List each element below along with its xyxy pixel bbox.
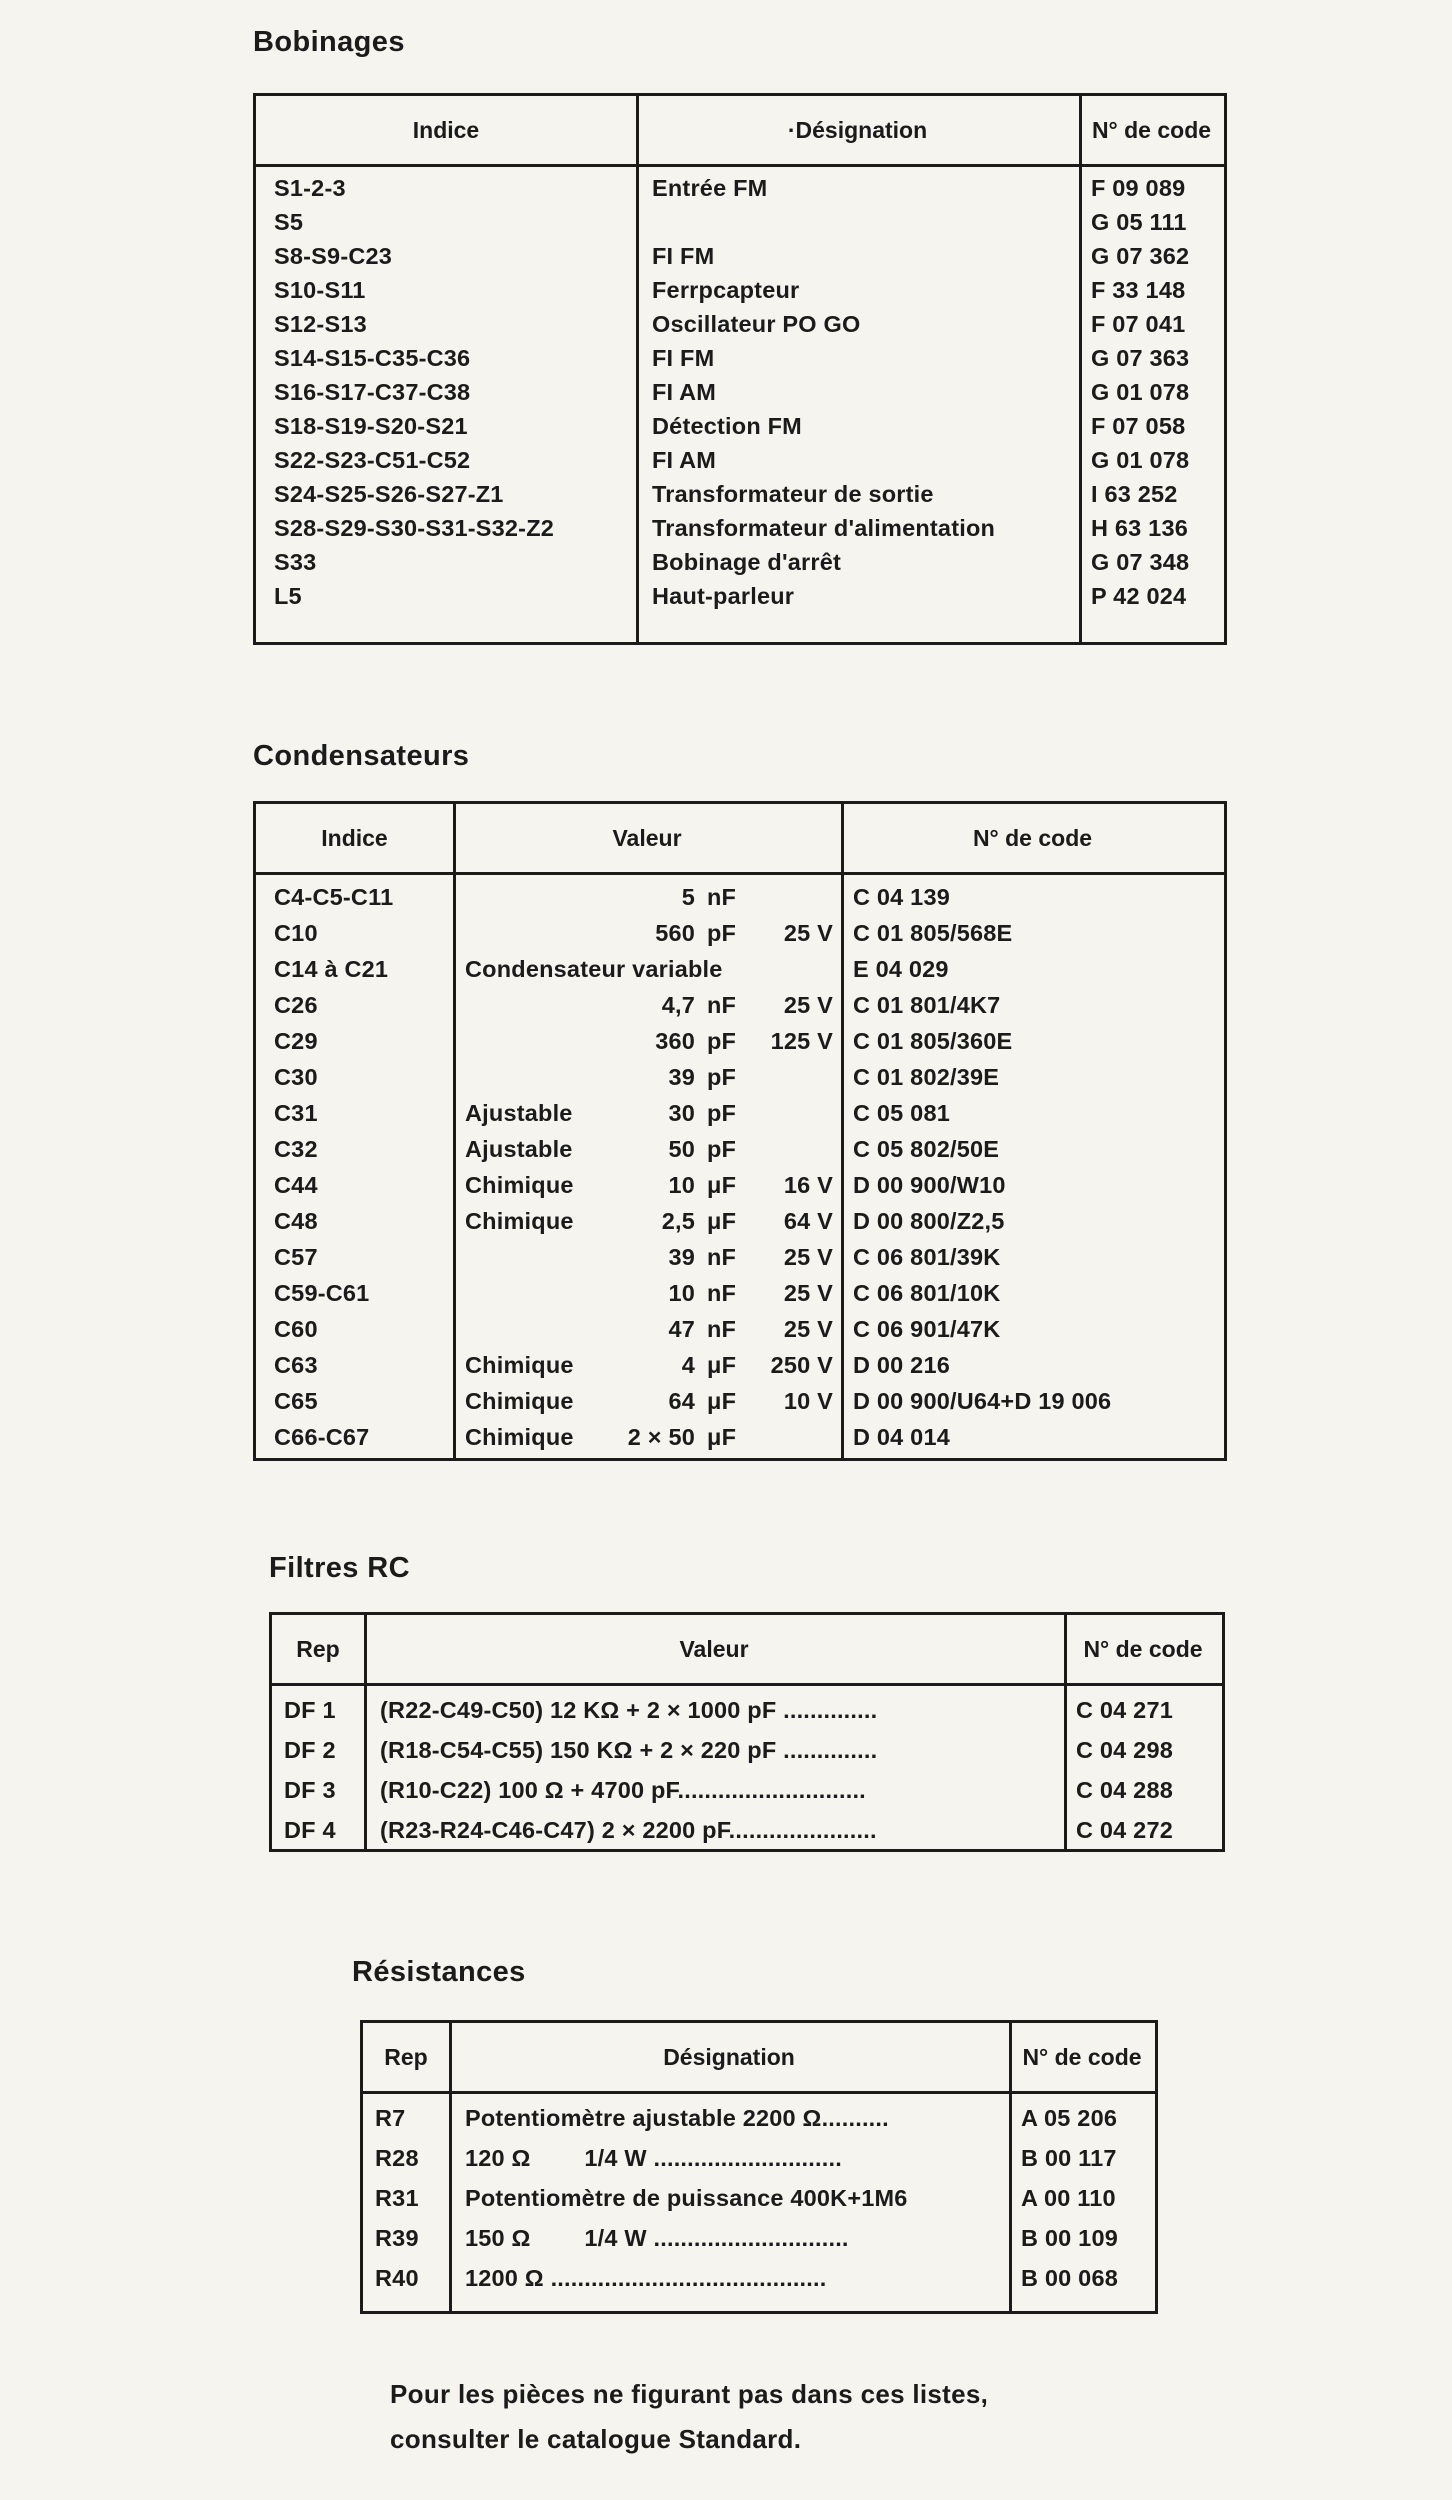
cell-code: C 01 802/39E xyxy=(853,1063,1000,1090)
header-valeur: Valeur xyxy=(612,824,682,851)
cell-code: H 63 136 xyxy=(1091,514,1188,541)
cell-designation: Détection FM xyxy=(652,412,802,439)
cell-indice: S14-S15-C35-C36 xyxy=(274,344,471,371)
valeur-voltage: 16 V xyxy=(783,1171,833,1198)
bobinages-heading: Bobinages xyxy=(253,26,405,58)
valeur-number: 4,7 xyxy=(661,991,695,1018)
cell-indice: C14 à C21 xyxy=(274,955,389,982)
cell-rep: R31 xyxy=(375,2184,419,2211)
valeur-voltage: 10 V xyxy=(783,1387,833,1414)
cell-code: C 01 805/568E xyxy=(853,919,1013,946)
cell-valeur xyxy=(453,1316,841,1343)
header-indice: Indice xyxy=(321,824,388,851)
valeur-type: Chimique xyxy=(465,1351,574,1378)
cell-indice: C26 xyxy=(274,991,318,1018)
valeur-number: 47 xyxy=(668,1315,695,1342)
cell-indice: C4-C5-C11 xyxy=(274,883,394,910)
cell-designation: FI AM xyxy=(652,378,717,405)
cell-indice: S22-S23-C51-C52 xyxy=(274,446,471,473)
cell-code: C 06 901/47K xyxy=(853,1315,1001,1342)
cell-rep: DF 2 xyxy=(284,1736,336,1763)
valeur-number: 10 xyxy=(668,1279,695,1306)
table-header-row xyxy=(272,1615,1222,1683)
cell-valeur xyxy=(453,1352,841,1379)
cell-valeur xyxy=(453,1100,841,1127)
header-valeur: Valeur xyxy=(679,1635,749,1662)
valeur-unit: μF xyxy=(707,1351,737,1378)
cell-code: D 00 216 xyxy=(853,1351,950,1378)
table-row xyxy=(256,1347,1224,1383)
column-divider xyxy=(1009,2023,1012,2311)
table-row xyxy=(256,987,1224,1023)
valeur-voltage: 125 V xyxy=(770,1027,833,1054)
valeur-unit: pF xyxy=(707,1027,737,1054)
column-divider xyxy=(636,96,639,642)
filtres-heading: Filtres RC xyxy=(269,1552,410,1584)
cell-code: A 05 206 xyxy=(1021,2104,1118,2131)
cell-designation: 150 Ω 1/4 W ............................. xyxy=(465,2224,849,2251)
cell-indice: C31 xyxy=(274,1099,318,1126)
cell-designation: Potentiomètre ajustable 2200 Ω.......... xyxy=(465,2104,889,2131)
cell-code: B 00 117 xyxy=(1021,2144,1117,2171)
table-row xyxy=(272,1730,1222,1770)
cell-valeur: (R10-C22) 100 Ω + 4700 pF............................ xyxy=(380,1776,866,1803)
valeur-unit: nF xyxy=(707,1243,737,1270)
cell-valeur: (R22-C49-C50) 12 KΩ + 2 × 1000 pF .............. xyxy=(380,1696,878,1723)
cell-rep: R40 xyxy=(375,2264,419,2291)
cell-designation: 1200 Ω ......................................... xyxy=(465,2264,827,2291)
valeur-type: Ajustable xyxy=(465,1099,573,1126)
header-designation: Désignation xyxy=(663,2043,795,2070)
cell-code: D 00 800/Z2,5 xyxy=(853,1207,1005,1234)
valeur-type: Chimique xyxy=(465,1387,574,1414)
cell-code: A 00 110 xyxy=(1021,2184,1116,2211)
cell-code: I 63 252 xyxy=(1091,480,1178,507)
table-header-row xyxy=(363,2023,1155,2091)
valeur-voltage: 25 V xyxy=(783,1315,833,1342)
cell-valeur xyxy=(453,1172,841,1199)
cell-valeur xyxy=(453,1424,841,1451)
valeur-number: 64 xyxy=(668,1387,695,1414)
footer-note xyxy=(390,2372,988,2462)
table-row xyxy=(272,1690,1222,1730)
table-row xyxy=(256,1131,1224,1167)
cell-designation: Bobinage d'arrêt xyxy=(652,548,841,575)
cell-designation: Transformateur de sortie xyxy=(652,480,934,507)
table-row xyxy=(363,2258,1155,2298)
cell-code: C 05 802/50E xyxy=(853,1135,1000,1162)
cell-rep: R28 xyxy=(375,2144,419,2171)
cell-indice: S16-S17-C37-C38 xyxy=(274,378,471,405)
table-row xyxy=(272,1810,1222,1850)
cell-designation: Ferrpcapteur xyxy=(652,276,800,303)
table-row xyxy=(256,1311,1224,1347)
cell-valeur xyxy=(453,920,841,947)
cell-indice: S10-S11 xyxy=(274,276,366,303)
valeur-voltage: 25 V xyxy=(783,1279,833,1306)
table-row xyxy=(256,1203,1224,1239)
table-row xyxy=(256,951,1224,987)
condensateurs-table xyxy=(253,801,1227,1461)
cell-indice: C57 xyxy=(274,1243,318,1270)
footer-line1: Pour les pièces ne figurant pas dans ces listes, xyxy=(390,2379,989,2409)
cell-code: C 04 139 xyxy=(853,883,950,910)
valeur-number: 360 xyxy=(655,1027,695,1054)
valeur-number: 560 xyxy=(655,919,695,946)
column-divider xyxy=(364,1615,367,1849)
column-divider xyxy=(1079,96,1082,642)
cell-valeur xyxy=(453,1388,841,1415)
valeur-unit: μF xyxy=(707,1423,737,1450)
table-row xyxy=(363,2138,1155,2178)
cell-code: B 00 109 xyxy=(1021,2224,1118,2251)
cell-indice: C48 xyxy=(274,1207,318,1234)
valeur-unit: μF xyxy=(707,1171,737,1198)
cell-indice: S8-S9-C23 xyxy=(274,242,393,269)
table-row xyxy=(272,1770,1222,1810)
filtres-table xyxy=(269,1612,1225,1852)
header-rep: Rep xyxy=(296,1635,340,1662)
table-row xyxy=(256,1095,1224,1131)
cell-code: G 07 363 xyxy=(1091,344,1190,371)
valeur-unit: nF xyxy=(707,1279,737,1306)
valeur-voltage: 25 V xyxy=(783,991,833,1018)
cell-code: C 06 801/10K xyxy=(853,1279,1001,1306)
cell-indice: C32 xyxy=(274,1135,318,1162)
table-row xyxy=(256,915,1224,951)
valeur-number: 4 xyxy=(681,1351,695,1378)
header-divider xyxy=(256,164,1224,167)
valeur-number: 2 × 50 xyxy=(627,1423,695,1450)
header-divider xyxy=(363,2091,1155,2094)
valeur-type: Condensateur variable xyxy=(465,955,723,982)
valeur-number: 39 xyxy=(668,1063,695,1090)
cell-valeur xyxy=(453,1136,841,1163)
valeur-type: Chimique xyxy=(465,1171,574,1198)
table-row xyxy=(256,1023,1224,1059)
valeur-unit: nF xyxy=(707,883,737,910)
cell-valeur xyxy=(453,992,841,1019)
column-divider xyxy=(449,2023,452,2311)
resistances-heading: Résistances xyxy=(352,1956,526,1988)
cell-indice: S33 xyxy=(274,548,317,575)
cell-designation: 120 Ω 1/4 W ............................ xyxy=(465,2144,842,2171)
valeur-type: Ajustable xyxy=(465,1135,573,1162)
cell-code: E 04 029 xyxy=(853,955,949,982)
valeur-number: 2,5 xyxy=(661,1207,695,1234)
cell-code: F 09 089 xyxy=(1091,174,1186,201)
column-divider xyxy=(453,804,456,1458)
valeur-unit: nF xyxy=(707,1315,737,1342)
header-designation: ·Désignation xyxy=(787,116,928,143)
header-rep: Rep xyxy=(384,2043,428,2070)
cell-rep: R39 xyxy=(375,2224,419,2251)
valeur-number: 50 xyxy=(668,1135,695,1162)
cell-rep: DF 3 xyxy=(284,1776,336,1803)
column-divider xyxy=(1064,1615,1067,1849)
cell-indice: L5 xyxy=(274,582,302,609)
cell-code: D 00 900/W10 xyxy=(853,1171,1006,1198)
valeur-type: Chimique xyxy=(465,1423,574,1450)
cell-indice: S12-S13 xyxy=(274,310,367,337)
cell-valeur: (R23-R24-C46-C47) 2 × 2200 pF...................... xyxy=(380,1816,877,1843)
cell-indice: S18-S19-S20-S21 xyxy=(274,412,468,439)
header-code: N° de code xyxy=(1083,1635,1203,1662)
header-code: N° de code xyxy=(1091,116,1212,143)
valeur-voltage: 25 V xyxy=(783,919,833,946)
valeur-unit: pF xyxy=(707,919,737,946)
table-body xyxy=(363,2094,1155,2298)
table-row xyxy=(256,1419,1224,1455)
bobinages-table xyxy=(253,93,1227,645)
table-row xyxy=(256,879,1224,915)
valeur-unit: pF xyxy=(707,1099,737,1126)
table-row xyxy=(256,1239,1224,1275)
condensateurs-heading: Condensateurs xyxy=(253,740,470,772)
table-row xyxy=(256,1167,1224,1203)
footer-line2: consulter le catalogue Standard. xyxy=(390,2424,802,2454)
cell-rep: DF 1 xyxy=(284,1696,336,1723)
valeur-number: 5 xyxy=(681,883,695,910)
cell-code: G 01 078 xyxy=(1091,378,1190,405)
cell-code: G 07 362 xyxy=(1091,242,1190,269)
cell-rep: R7 xyxy=(375,2104,406,2131)
valeur-unit: μF xyxy=(707,1207,737,1234)
cell-indice: C65 xyxy=(274,1387,318,1414)
cell-designation: FI FM xyxy=(652,242,715,269)
cell-designation: Haut-parleur xyxy=(652,582,795,609)
valeur-unit: pF xyxy=(707,1063,737,1090)
cell-designation: FI AM xyxy=(652,446,717,473)
cell-designation: Transformateur d'alimentation xyxy=(652,514,996,541)
cell-code: G 01 078 xyxy=(1091,446,1190,473)
resistances-table xyxy=(360,2020,1158,2314)
header-code: N° de code xyxy=(1022,2043,1142,2070)
cell-code: F 07 041 xyxy=(1091,310,1186,337)
table-row xyxy=(363,2178,1155,2218)
cell-code: C 01 805/360E xyxy=(853,1027,1013,1054)
cell-indice: S5 xyxy=(274,208,304,235)
cell-valeur xyxy=(453,1244,841,1271)
cell-code: C 04 298 xyxy=(1076,1736,1173,1763)
cell-code: G 07 348 xyxy=(1091,548,1190,575)
cell-code: C 04 272 xyxy=(1076,1816,1173,1843)
cell-indice: C44 xyxy=(274,1171,318,1198)
cell-designation: Potentiomètre de puissance 400K+1M6 xyxy=(465,2184,908,2211)
cell-valeur xyxy=(453,956,841,983)
cell-code: P 42 024 xyxy=(1091,582,1187,609)
header-divider xyxy=(272,1683,1222,1686)
cell-valeur xyxy=(453,884,841,911)
cell-valeur xyxy=(453,1280,841,1307)
cell-code: C 01 801/4K7 xyxy=(853,991,1001,1018)
table-body xyxy=(272,1686,1222,1850)
cell-code: G 05 111 xyxy=(1091,208,1187,235)
cell-code: C 04 271 xyxy=(1076,1696,1173,1723)
valeur-number: 10 xyxy=(668,1171,695,1198)
cell-indice: C29 xyxy=(274,1027,318,1054)
valeur-unit: nF xyxy=(707,991,737,1018)
table-header-row xyxy=(256,804,1224,872)
table-body xyxy=(256,875,1224,1455)
valeur-voltage: 250 V xyxy=(770,1351,833,1378)
cell-rep: DF 4 xyxy=(284,1816,336,1843)
table-row xyxy=(363,2218,1155,2258)
table-row xyxy=(363,2098,1155,2138)
cell-indice: S1-2-3 xyxy=(274,174,346,201)
cell-indice: C60 xyxy=(274,1315,318,1342)
valeur-voltage: 25 V xyxy=(783,1243,833,1270)
valeur-voltage: 64 V xyxy=(783,1207,833,1234)
valeur-type: Chimique xyxy=(465,1207,574,1234)
cell-code: C 05 081 xyxy=(853,1099,950,1126)
cell-indice: C66-C67 xyxy=(274,1423,370,1450)
cell-indice: S28-S29-S30-S31-S32-Z2 xyxy=(274,514,555,541)
valeur-unit: μF xyxy=(707,1387,737,1414)
cell-code: B 00 068 xyxy=(1021,2264,1118,2291)
valeur-number: 39 xyxy=(668,1243,695,1270)
cell-indice: C59-C61 xyxy=(274,1279,370,1306)
cell-valeur xyxy=(453,1208,841,1235)
cell-designation: Oscillateur PO GO xyxy=(652,310,861,337)
cell-indice: C63 xyxy=(274,1351,318,1378)
table-row xyxy=(256,1275,1224,1311)
cell-code: D 00 900/U64+D 19 006 xyxy=(853,1387,1112,1414)
table-row xyxy=(256,1383,1224,1419)
cell-indice: C30 xyxy=(274,1063,318,1090)
cell-valeur xyxy=(453,1064,841,1091)
cell-designation: Entrée FM xyxy=(652,174,768,201)
valeur-unit: pF xyxy=(707,1135,737,1162)
header-code: N° de code xyxy=(972,824,1093,851)
cell-indice: C10 xyxy=(274,919,318,946)
cell-designation: FI FM xyxy=(652,344,715,371)
header-indice: Indice xyxy=(412,116,480,143)
cell-code: F 33 148 xyxy=(1091,276,1186,303)
valeur-number: 30 xyxy=(668,1099,695,1126)
cell-valeur xyxy=(453,1028,841,1055)
cell-code: C 06 801/39K xyxy=(853,1243,1001,1270)
table-row xyxy=(256,1059,1224,1095)
cell-code: D 04 014 xyxy=(853,1423,950,1450)
cell-code: F 07 058 xyxy=(1091,412,1186,439)
header-divider xyxy=(256,872,1224,875)
cell-valeur: (R18-C54-C55) 150 KΩ + 2 × 220 pF .............. xyxy=(380,1736,878,1763)
cell-code: C 04 288 xyxy=(1076,1776,1173,1803)
cell-indice: S24-S25-S26-S27-Z1 xyxy=(274,480,504,507)
column-divider xyxy=(841,804,844,1458)
